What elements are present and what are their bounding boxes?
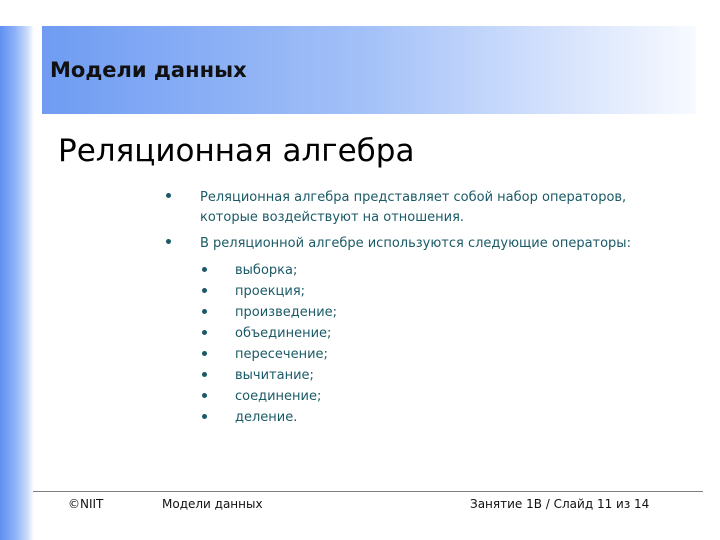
operator-label: пересечение; xyxy=(235,347,328,362)
operator-item xyxy=(162,302,682,323)
operator-list xyxy=(162,260,682,428)
operator-item xyxy=(162,281,682,302)
bullet-dot-icon xyxy=(202,330,207,335)
operator-label: объединение; xyxy=(235,326,332,341)
bullet-dot-icon xyxy=(202,393,207,398)
operator-item xyxy=(162,365,682,386)
bullet-text: В реляционной алгебре используются следующие операторы: xyxy=(200,236,631,251)
bullet-dot-icon xyxy=(202,351,207,356)
bullet-dot-icon xyxy=(202,267,207,272)
operator-item xyxy=(162,386,682,407)
bullet-item xyxy=(162,234,682,254)
operator-label: произведение; xyxy=(235,305,338,320)
bullet-dot-icon xyxy=(202,309,207,314)
bullet-dot-icon xyxy=(166,239,171,244)
footer-course-name: Модели данных xyxy=(162,497,263,511)
operator-label: деление. xyxy=(235,410,298,425)
bullet-item xyxy=(162,188,682,228)
operator-item xyxy=(162,323,682,344)
slide-content xyxy=(162,188,682,428)
operator-item xyxy=(162,260,682,281)
operator-label: выборка; xyxy=(235,263,298,278)
operator-item xyxy=(162,407,682,428)
bullet-dot-icon xyxy=(166,193,171,198)
bullet-dot-icon xyxy=(202,414,207,419)
footer-divider xyxy=(33,491,703,492)
header-title: Модели данных xyxy=(50,58,247,82)
operator-item xyxy=(162,344,682,365)
operator-label: вычитание; xyxy=(235,368,314,383)
operator-label: проекция; xyxy=(235,284,306,299)
operator-label: соединение; xyxy=(235,389,322,404)
left-accent-bar xyxy=(0,26,34,540)
footer-copyright: ©NIIT xyxy=(68,497,104,511)
slide-title: Реляционная алгебра xyxy=(58,133,415,169)
bullet-text: Реляционная алгебра представляет собой набор операторов, которые воздействуют на отношения. xyxy=(200,190,627,225)
bullet-dot-icon xyxy=(202,372,207,377)
bullet-dot-icon xyxy=(202,288,207,293)
footer-slide-number: Занятие 1В / Слайд 11 из 14 xyxy=(470,497,650,511)
